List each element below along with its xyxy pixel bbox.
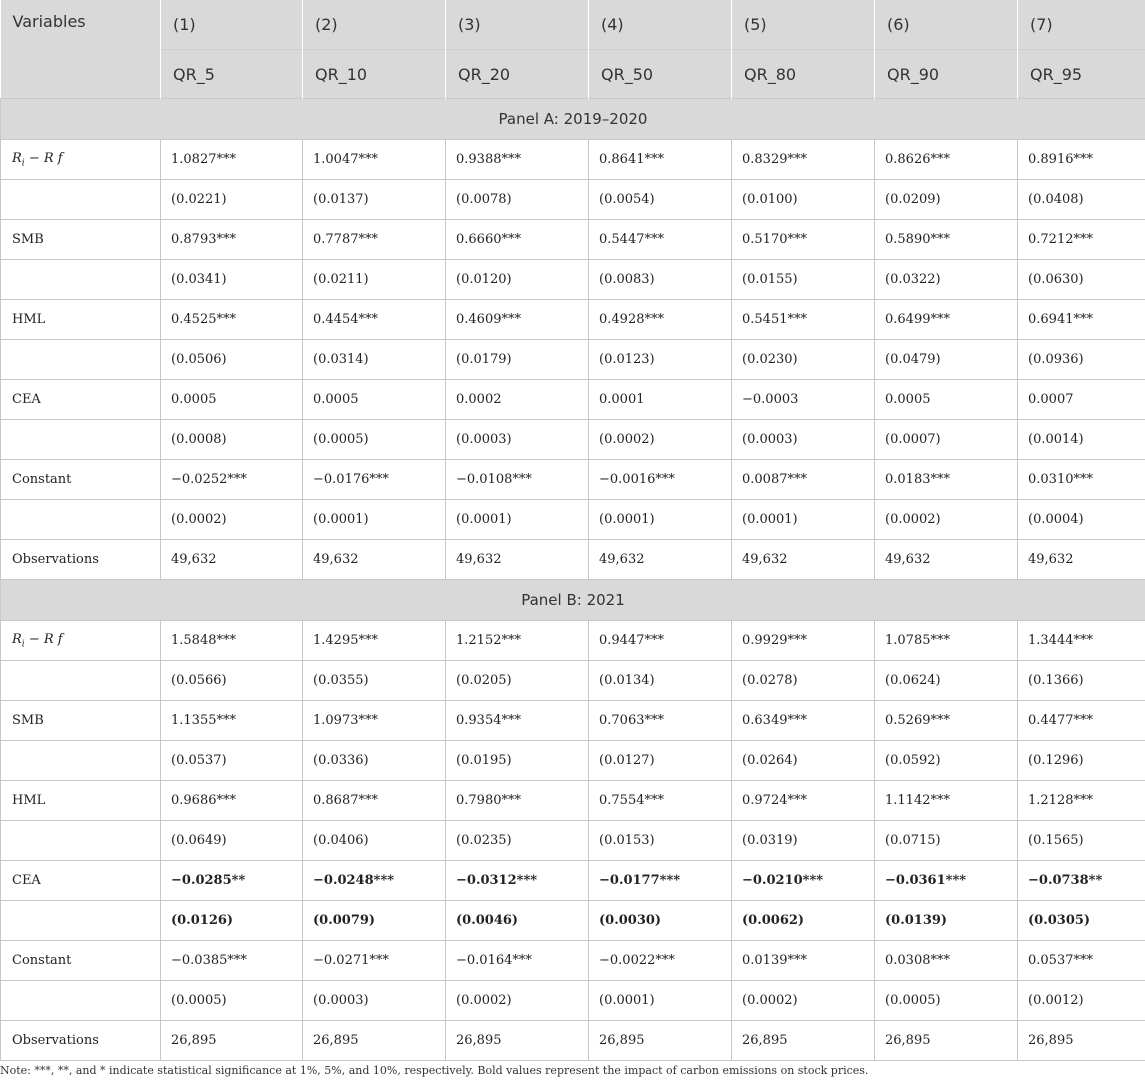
coefficient-cell: 0.0005 bbox=[875, 380, 1018, 420]
coefficient-cell: 0.9724*** bbox=[732, 781, 875, 821]
coefficient-cell: 0.7980*** bbox=[446, 781, 589, 821]
row-label bbox=[1, 260, 161, 300]
row-label: Observations bbox=[1, 1021, 161, 1061]
coefficient-cell: 0.5269*** bbox=[875, 701, 1018, 741]
coefficient-cell: 0.0087*** bbox=[732, 460, 875, 500]
row-label bbox=[1, 420, 161, 460]
coefficient-cell: 0.0308*** bbox=[875, 941, 1018, 981]
table-row bbox=[1, 901, 1145, 941]
header-col-model: QR_95 bbox=[1018, 50, 1145, 99]
header-col-model: QR_80 bbox=[732, 50, 875, 99]
std-error-cell: (0.0014) bbox=[1018, 420, 1145, 460]
table-body bbox=[1, 99, 1145, 1061]
std-error-cell: (0.0002) bbox=[875, 500, 1018, 540]
coefficient-cell: −0.0176*** bbox=[303, 460, 446, 500]
table-row bbox=[1, 300, 1145, 340]
std-error-cell: (0.0003) bbox=[732, 420, 875, 460]
std-error-cell: (0.0630) bbox=[1018, 260, 1145, 300]
row-label bbox=[1, 180, 161, 220]
coefficient-cell: 0.0005 bbox=[303, 380, 446, 420]
coefficient-cell: 1.1355*** bbox=[161, 701, 303, 741]
std-error-cell: (0.0054) bbox=[589, 180, 732, 220]
coefficient-cell: 0.5170*** bbox=[732, 220, 875, 260]
std-error-cell: (0.0079) bbox=[303, 901, 446, 941]
coefficient-cell: 0.7212*** bbox=[1018, 220, 1145, 260]
coefficient-cell: 0.5890*** bbox=[875, 220, 1018, 260]
coefficient-cell: 0.6349*** bbox=[732, 701, 875, 741]
observations-cell: 26,895 bbox=[589, 1021, 732, 1061]
table-row bbox=[1, 540, 1145, 580]
std-error-cell: (0.0134) bbox=[589, 661, 732, 701]
observations-cell: 26,895 bbox=[1018, 1021, 1145, 1061]
panel-header-row bbox=[1, 580, 1145, 621]
observations-cell: 26,895 bbox=[161, 1021, 303, 1061]
std-error-cell: (0.0355) bbox=[303, 661, 446, 701]
table-row bbox=[1, 741, 1145, 781]
coefficient-cell: 0.7063*** bbox=[589, 701, 732, 741]
table-row bbox=[1, 621, 1145, 661]
coefficient-cell: −0.0003 bbox=[732, 380, 875, 420]
std-error-cell: (0.0100) bbox=[732, 180, 875, 220]
row-label: Constant bbox=[1, 941, 161, 981]
std-error-cell: (0.0278) bbox=[732, 661, 875, 701]
std-error-cell: (0.0030) bbox=[589, 901, 732, 941]
coefficient-cell: 0.5451*** bbox=[732, 300, 875, 340]
observations-cell: 49,632 bbox=[1018, 540, 1145, 580]
header-col-number: (3) bbox=[446, 0, 589, 50]
std-error-cell: (0.0001) bbox=[589, 500, 732, 540]
std-error-cell: (0.0153) bbox=[589, 821, 732, 861]
table-row bbox=[1, 140, 1145, 180]
std-error-cell: (0.1366) bbox=[1018, 661, 1145, 701]
observations-cell: 49,632 bbox=[161, 540, 303, 580]
coefficient-cell: 0.4454*** bbox=[303, 300, 446, 340]
std-error-cell: (0.0046) bbox=[446, 901, 589, 941]
header-col-number: (4) bbox=[589, 0, 732, 50]
std-error-cell: (0.0002) bbox=[446, 981, 589, 1021]
row-label bbox=[1, 500, 161, 540]
std-error-cell: (0.0139) bbox=[875, 901, 1018, 941]
coefficient-cell: 0.4525*** bbox=[161, 300, 303, 340]
std-error-cell: (0.0479) bbox=[875, 340, 1018, 380]
header-col-model: QR_50 bbox=[589, 50, 732, 99]
std-error-cell: (0.0305) bbox=[1018, 901, 1145, 941]
std-error-cell: (0.0408) bbox=[1018, 180, 1145, 220]
header-col-model: QR_5 bbox=[161, 50, 303, 99]
observations-cell: 49,632 bbox=[589, 540, 732, 580]
row-label bbox=[1, 340, 161, 380]
std-error-cell: (0.0003) bbox=[446, 420, 589, 460]
coefficient-cell: 0.8793*** bbox=[161, 220, 303, 260]
coefficient-cell: 1.2128*** bbox=[1018, 781, 1145, 821]
std-error-cell: (0.0001) bbox=[732, 500, 875, 540]
table-row bbox=[1, 340, 1145, 380]
coefficient-cell: 0.7787*** bbox=[303, 220, 446, 260]
std-error-cell: (0.0001) bbox=[303, 500, 446, 540]
header-col-model: QR_90 bbox=[875, 50, 1018, 99]
std-error-cell: (0.0211) bbox=[303, 260, 446, 300]
coefficient-cell: 1.3444*** bbox=[1018, 621, 1145, 661]
table-row bbox=[1, 941, 1145, 981]
std-error-cell: (0.0078) bbox=[446, 180, 589, 220]
std-error-cell: (0.1565) bbox=[1018, 821, 1145, 861]
std-error-cell: (0.0406) bbox=[303, 821, 446, 861]
table-row bbox=[1, 981, 1145, 1021]
table-row bbox=[1, 661, 1145, 701]
std-error-cell: (0.0195) bbox=[446, 741, 589, 781]
header-col-number: (2) bbox=[303, 0, 446, 50]
row-label bbox=[1, 901, 161, 941]
header-col-number: (5) bbox=[732, 0, 875, 50]
std-error-cell: (0.0592) bbox=[875, 741, 1018, 781]
coefficient-cell: 1.5848*** bbox=[161, 621, 303, 661]
coefficient-cell: −0.0312*** bbox=[446, 861, 589, 901]
header-col-model: QR_20 bbox=[446, 50, 589, 99]
coefficient-cell: 0.0005 bbox=[161, 380, 303, 420]
header-col-number: (6) bbox=[875, 0, 1018, 50]
coefficient-cell: 0.8916*** bbox=[1018, 140, 1145, 180]
std-error-cell: (0.0205) bbox=[446, 661, 589, 701]
std-error-cell: (0.0062) bbox=[732, 901, 875, 941]
std-error-cell: (0.0936) bbox=[1018, 340, 1145, 380]
coefficient-cell: 0.6941*** bbox=[1018, 300, 1145, 340]
table-note: Note: ***, **, and * indicate statistical significance at 1%, 5%, and 10%, respectively. Bold values represent the impact of carbon emissions on stock prices. bbox=[0, 1064, 869, 1077]
row-label: $R_i - R$ f bbox=[1, 140, 161, 180]
std-error-cell: (0.0155) bbox=[732, 260, 875, 300]
std-error-cell: (0.0264) bbox=[732, 741, 875, 781]
coefficient-cell: 0.0183*** bbox=[875, 460, 1018, 500]
std-error-cell: (0.0120) bbox=[446, 260, 589, 300]
std-error-cell: (0.0004) bbox=[1018, 500, 1145, 540]
observations-cell: 49,632 bbox=[303, 540, 446, 580]
std-error-cell: (0.0007) bbox=[875, 420, 1018, 460]
coefficient-cell: 0.9388*** bbox=[446, 140, 589, 180]
coefficient-cell: 0.8626*** bbox=[875, 140, 1018, 180]
std-error-cell: (0.0230) bbox=[732, 340, 875, 380]
observations-cell: 49,632 bbox=[732, 540, 875, 580]
header-variables: Variables bbox=[1, 0, 161, 99]
coefficient-cell: 0.8687*** bbox=[303, 781, 446, 821]
coefficient-cell: −0.0271*** bbox=[303, 941, 446, 981]
std-error-cell: (0.0005) bbox=[303, 420, 446, 460]
std-error-cell: (0.0001) bbox=[446, 500, 589, 540]
coefficient-cell: 0.9686*** bbox=[161, 781, 303, 821]
observations-cell: 26,895 bbox=[446, 1021, 589, 1061]
table-row bbox=[1, 500, 1145, 540]
std-error-cell: (0.0235) bbox=[446, 821, 589, 861]
header-col-model: QR_10 bbox=[303, 50, 446, 99]
std-error-cell: (0.0002) bbox=[161, 500, 303, 540]
panel-title: Panel A: 2019–2020 bbox=[1, 99, 1145, 140]
coefficient-cell: −0.0385*** bbox=[161, 941, 303, 981]
coefficient-cell: 0.4609*** bbox=[446, 300, 589, 340]
coefficient-cell: 1.0785*** bbox=[875, 621, 1018, 661]
std-error-cell: (0.0123) bbox=[589, 340, 732, 380]
header-row-models bbox=[1, 50, 1145, 99]
coefficient-cell: 0.8329*** bbox=[732, 140, 875, 180]
std-error-cell: (0.0322) bbox=[875, 260, 1018, 300]
std-error-cell: (0.0005) bbox=[161, 981, 303, 1021]
observations-cell: 26,895 bbox=[875, 1021, 1018, 1061]
std-error-cell: (0.0336) bbox=[303, 741, 446, 781]
std-error-cell: (0.0008) bbox=[161, 420, 303, 460]
header-col-number: (1) bbox=[161, 0, 303, 50]
row-label bbox=[1, 981, 161, 1021]
coefficient-cell: 1.0973*** bbox=[303, 701, 446, 741]
std-error-cell: (0.1296) bbox=[1018, 741, 1145, 781]
table-row bbox=[1, 460, 1145, 500]
std-error-cell: (0.0506) bbox=[161, 340, 303, 380]
coefficient-cell: 0.0007 bbox=[1018, 380, 1145, 420]
coefficient-cell: −0.0108*** bbox=[446, 460, 589, 500]
std-error-cell: (0.0001) bbox=[589, 981, 732, 1021]
std-error-cell: (0.0649) bbox=[161, 821, 303, 861]
table-row bbox=[1, 220, 1145, 260]
panel-title: Panel B: 2021 bbox=[1, 580, 1145, 621]
row-label: CEA bbox=[1, 861, 161, 901]
std-error-cell: (0.0537) bbox=[161, 741, 303, 781]
row-label: HML bbox=[1, 300, 161, 340]
coefficient-cell: 0.9929*** bbox=[732, 621, 875, 661]
row-label: SMB bbox=[1, 220, 161, 260]
coefficient-cell: −0.0738** bbox=[1018, 861, 1145, 901]
row-label: Constant bbox=[1, 460, 161, 500]
coefficient-cell: −0.0210*** bbox=[732, 861, 875, 901]
std-error-cell: (0.0624) bbox=[875, 661, 1018, 701]
row-label: $R_i - R$ f bbox=[1, 621, 161, 661]
coefficient-cell: −0.0022*** bbox=[589, 941, 732, 981]
header-col-number: (7) bbox=[1018, 0, 1145, 50]
coefficient-cell: 1.0827*** bbox=[161, 140, 303, 180]
row-label bbox=[1, 741, 161, 781]
std-error-cell: (0.0209) bbox=[875, 180, 1018, 220]
header-row-numbers bbox=[1, 0, 1145, 50]
coefficient-cell: −0.0164*** bbox=[446, 941, 589, 981]
coefficient-cell: 0.6660*** bbox=[446, 220, 589, 260]
table-row bbox=[1, 861, 1145, 901]
coefficient-cell: 0.8641*** bbox=[589, 140, 732, 180]
std-error-cell: (0.0005) bbox=[875, 981, 1018, 1021]
observations-cell: 49,632 bbox=[446, 540, 589, 580]
coefficient-cell: 0.4928*** bbox=[589, 300, 732, 340]
std-error-cell: (0.0715) bbox=[875, 821, 1018, 861]
coefficient-cell: 0.6499*** bbox=[875, 300, 1018, 340]
coefficient-cell: 1.1142*** bbox=[875, 781, 1018, 821]
table-row bbox=[1, 380, 1145, 420]
coefficient-cell: 0.0310*** bbox=[1018, 460, 1145, 500]
coefficient-cell: −0.0361*** bbox=[875, 861, 1018, 901]
std-error-cell: (0.0566) bbox=[161, 661, 303, 701]
coefficient-cell: 0.5447*** bbox=[589, 220, 732, 260]
coefficient-cell: −0.0248*** bbox=[303, 861, 446, 901]
row-label: SMB bbox=[1, 701, 161, 741]
coefficient-cell: 0.9447*** bbox=[589, 621, 732, 661]
table-row bbox=[1, 781, 1145, 821]
std-error-cell: (0.0314) bbox=[303, 340, 446, 380]
std-error-cell: (0.0002) bbox=[732, 981, 875, 1021]
coefficient-cell: 0.0002 bbox=[446, 380, 589, 420]
std-error-cell: (0.0179) bbox=[446, 340, 589, 380]
std-error-cell: (0.0137) bbox=[303, 180, 446, 220]
coefficient-cell: 1.4295*** bbox=[303, 621, 446, 661]
coefficient-cell: 0.7554*** bbox=[589, 781, 732, 821]
table-row bbox=[1, 420, 1145, 460]
coefficient-cell: 0.4477*** bbox=[1018, 701, 1145, 741]
row-label: Observations bbox=[1, 540, 161, 580]
coefficient-cell: 0.0001 bbox=[589, 380, 732, 420]
table-header bbox=[1, 0, 1145, 99]
std-error-cell: (0.0002) bbox=[589, 420, 732, 460]
observations-cell: 26,895 bbox=[303, 1021, 446, 1061]
row-label: CEA bbox=[1, 380, 161, 420]
std-error-cell: (0.0126) bbox=[161, 901, 303, 941]
row-label: HML bbox=[1, 781, 161, 821]
coefficient-cell: 0.9354*** bbox=[446, 701, 589, 741]
coefficient-cell: 0.0139*** bbox=[732, 941, 875, 981]
std-error-cell: (0.0083) bbox=[589, 260, 732, 300]
coefficient-cell: 1.2152*** bbox=[446, 621, 589, 661]
coefficient-cell: −0.0177*** bbox=[589, 861, 732, 901]
table-row bbox=[1, 260, 1145, 300]
table-row bbox=[1, 701, 1145, 741]
std-error-cell: (0.0341) bbox=[161, 260, 303, 300]
coefficient-cell: 1.0047*** bbox=[303, 140, 446, 180]
panel-header-row bbox=[1, 99, 1145, 140]
coefficient-cell: −0.0285** bbox=[161, 861, 303, 901]
std-error-cell: (0.0127) bbox=[589, 741, 732, 781]
coefficient-cell: −0.0016*** bbox=[589, 460, 732, 500]
std-error-cell: (0.0003) bbox=[303, 981, 446, 1021]
coefficient-cell: −0.0252*** bbox=[161, 460, 303, 500]
std-error-cell: (0.0319) bbox=[732, 821, 875, 861]
row-label bbox=[1, 661, 161, 701]
std-error-cell: (0.0012) bbox=[1018, 981, 1145, 1021]
observations-cell: 26,895 bbox=[732, 1021, 875, 1061]
table-row bbox=[1, 821, 1145, 861]
table-row bbox=[1, 180, 1145, 220]
table-row bbox=[1, 1021, 1145, 1061]
std-error-cell: (0.0221) bbox=[161, 180, 303, 220]
row-label bbox=[1, 821, 161, 861]
observations-cell: 49,632 bbox=[875, 540, 1018, 580]
coefficient-cell: 0.0537*** bbox=[1018, 941, 1145, 981]
